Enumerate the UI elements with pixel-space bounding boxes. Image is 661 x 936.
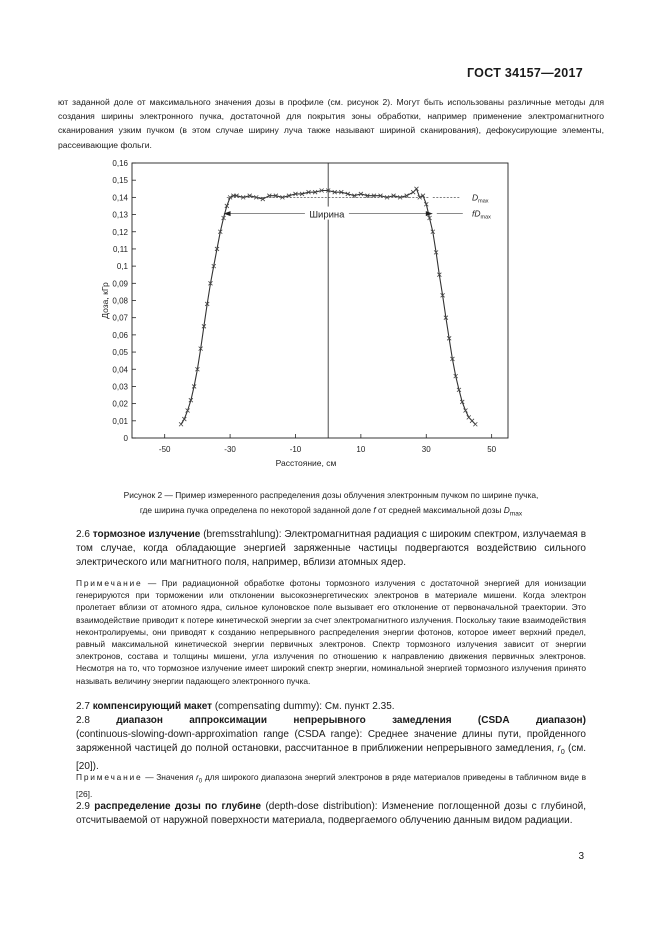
note-2-8-text-b: для широкого диапазона энергий электронов в ряде материалов приведены в табличном виде в [26]. xyxy=(76,772,587,799)
y-tick-label: 0,08 xyxy=(112,296,128,306)
def-2-8-word-5: (CSDA xyxy=(477,715,510,726)
y-tick-label: 0 xyxy=(123,434,128,443)
y-tick-label: 0,13 xyxy=(112,210,128,220)
def-2-8-word-4: замедления xyxy=(392,715,452,726)
y-tick-label: 0,01 xyxy=(112,416,128,426)
y-tick-label: 0,07 xyxy=(112,313,128,323)
def-2-6-num: 2.6 xyxy=(76,529,90,540)
y-tick-label: 0,11 xyxy=(113,244,128,254)
y-tick-label: 0,05 xyxy=(112,348,128,358)
note-2-6-text: — При радиационной обработке фотоны тормозного излучения с достаточной энергией для ионизации генерируются при торможении или отклонении высокоэнергетических электронов в материале мишени. Когда электрон пролетает вблизи от атомного ядра, сильное кулоновское поле вызывает его отклонение от первоначальной траектории. Это взаимодействие приводит к потере кинетической энергии за счет электромагнитного излучения. Поскольку такие взаимодействия неконтролируемы, они приводят к созданию непрерывного распределения энергии фотонов, которое имеет верхний предел, равный максимальной кинетической энергии первичных электронов. Спектр тормозного излучения зависит от энергии электронов, состава и толщины мишени, угла излучения по отношению к направлению движения первичных электронов. Несмотря на то, что тормозное излучение имеет широкий спектр энергии, номинальной энергией тормозного излучения принято называть величину энергии падающего электронного пучка. xyxy=(76,578,587,686)
document-code-header: ГОСТ 34157—2017 xyxy=(466,66,583,80)
y-tick-label: 0,09 xyxy=(112,279,128,289)
def-2-9-term: распределение дозы по глубине xyxy=(94,801,262,812)
def-2-6-text: (bremsstrahlung): Электромагнитная радиация с широким спектром, излучаемая в том случае, когда обладающие энергией заряженные частицы подвергаются воздействию сильного электрического или магнитного поля, например, вблизи атомных ядер. xyxy=(76,529,587,568)
note-2-8-label: Примечание xyxy=(76,772,143,782)
x-tick-label: -10 xyxy=(289,445,302,454)
dose-distribution-chart xyxy=(100,155,540,480)
y-tick-label: 0,06 xyxy=(112,330,128,340)
data-point xyxy=(179,422,183,426)
def-2-8-num: 2.8 xyxy=(76,715,90,726)
caption-d: D xyxy=(503,505,510,515)
note-2-8-r0-sub: 0 xyxy=(198,778,203,785)
definition-2-9 xyxy=(76,800,586,828)
note-2-6 xyxy=(76,577,586,687)
note-2-8-text-a: — Значения xyxy=(145,772,194,782)
y-tick-label: 0,1 xyxy=(116,262,128,272)
def-2-8-word-3: непрерывного xyxy=(293,715,366,726)
def-2-6-term: тормозное излучение xyxy=(92,529,201,540)
caption-d-sub: max xyxy=(509,510,523,518)
data-point xyxy=(473,422,477,426)
def-2-7-text: (compensating dummy): См. пункт 2.35. xyxy=(214,701,395,712)
y-tick-label: 0,12 xyxy=(112,227,128,237)
intro-paragraph: ют заданной доле от максимального значения дозы в профиле (см. рисунок 2). Могут быть использованы различные методы для создания ширины электронного пучка, достаточной для покрытия зоны обработки, например применение электромагнитного сканирования узким пучком (в этом случае ширину луча также называют шириной сканирования), дефокусирующие элементы, рассеивающие фольги. xyxy=(58,97,604,150)
def-2-8-word-6: диапазон) xyxy=(535,715,586,726)
note-2-6-label: Примечание xyxy=(76,578,143,588)
note-2-8 xyxy=(76,771,586,800)
definition-2-6 xyxy=(76,528,586,570)
x-tick-label: 10 xyxy=(356,445,366,454)
figure-caption-line2 xyxy=(58,505,604,518)
x-tick-label: -30 xyxy=(224,445,236,454)
def-2-9-text: (depth-dose distribution): Изменение поглощенной дозы с глубиной, отсчитываемой от наружной поверхности материала, подвергаемого облучению данным видом радиации. xyxy=(76,801,587,826)
legend-fdmax: $fD_{max}$ xyxy=(472,208,491,221)
caption-text-b: от средней максимальной дозы xyxy=(375,505,504,515)
def-2-8-ref: (см. [20]). xyxy=(76,743,586,772)
def-2-8-text: (continuous-slowing-down-approximation range (CSDA range): Среднее значение длины пути, пройденного заряженной частицей до полной остановки, рассчитанное в приближении непрерывного замедления, xyxy=(76,729,586,754)
def-2-8-r0-sub: 0 xyxy=(560,749,565,756)
y-tick-label: 0,04 xyxy=(112,365,128,375)
width-label: Ширина xyxy=(309,209,345,221)
y-axis-label: Доза, кГр xyxy=(100,282,110,319)
y-tick-label: 0,15 xyxy=(112,176,128,186)
def-2-8-r0: r xyxy=(557,743,561,754)
definition-2-7 xyxy=(76,700,586,714)
note-2-8-r0: r xyxy=(195,772,199,782)
page-number: 3 xyxy=(578,851,584,862)
x-axis-label: Расстояние, см xyxy=(275,458,337,468)
def-2-9-num: 2.9 xyxy=(76,801,90,812)
def-2-7-num: 2.7 xyxy=(76,701,90,712)
def-2-7-term: компенсирующий макет xyxy=(92,701,213,712)
legend-dmax: $D_{max}$ xyxy=(472,192,489,205)
y-tick-label: 0,02 xyxy=(112,399,128,409)
definition-2-8-term-line xyxy=(76,714,586,728)
y-tick-label: 0,16 xyxy=(112,159,128,168)
x-tick-label: 50 xyxy=(487,445,497,454)
x-tick-label: 30 xyxy=(421,445,431,454)
plot-frame xyxy=(132,163,508,438)
y-tick-label: 0,03 xyxy=(112,382,128,392)
caption-text-a: где ширина пучка определена по некоторой заданной доле xyxy=(139,505,374,515)
def-2-8-word-1: диапазон xyxy=(116,715,163,726)
x-tick-label: -50 xyxy=(158,445,171,454)
caption-f: f xyxy=(373,505,376,515)
definition-2-8-body xyxy=(76,728,586,774)
def-2-8-word-2: аппроксимации xyxy=(189,715,267,726)
figure-caption-line1: Рисунок 2 — Пример измеренного распределения дозы облучения электронным пучком по ширине пучка, xyxy=(123,490,539,500)
y-tick-label: 0,14 xyxy=(112,193,128,203)
